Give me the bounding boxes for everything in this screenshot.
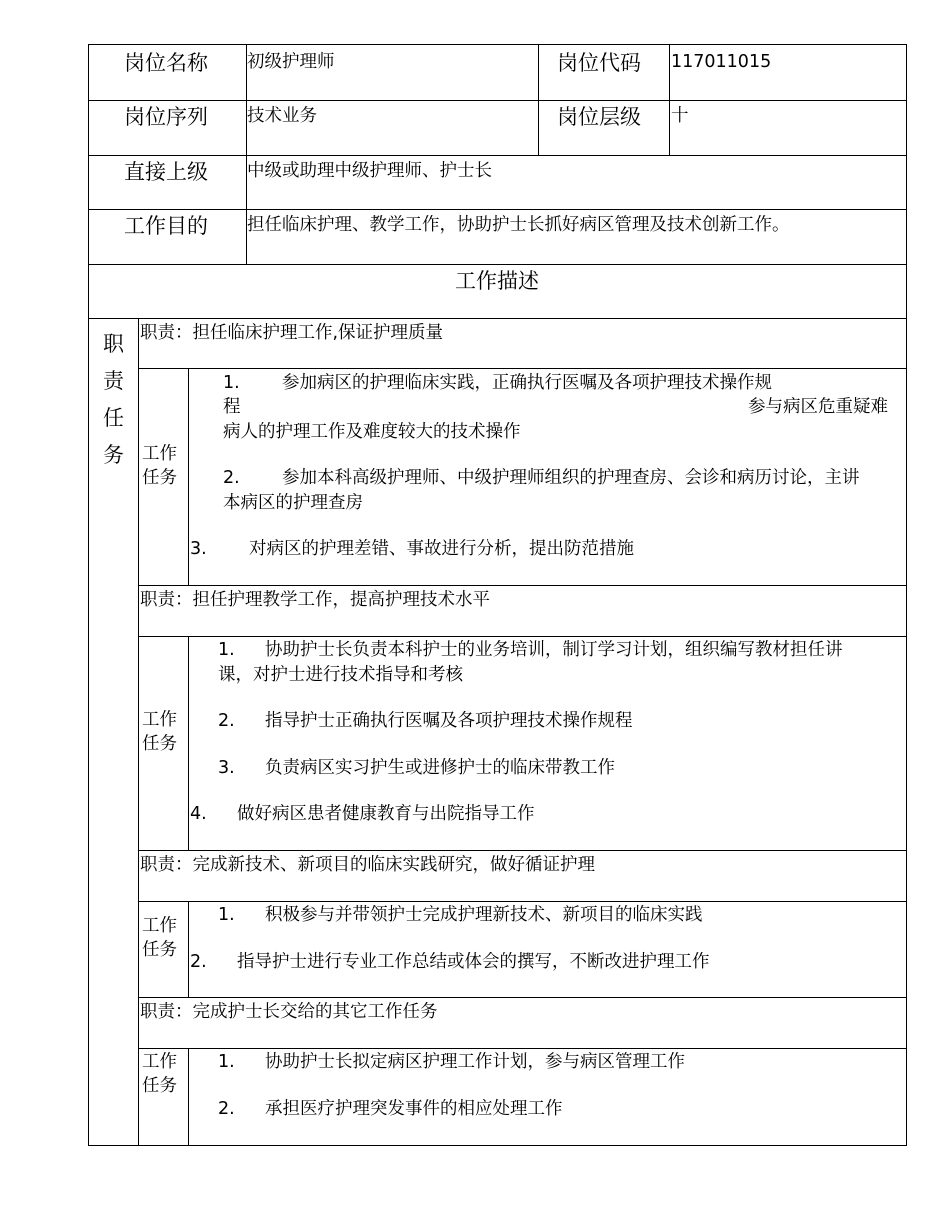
column-divider <box>188 1048 189 1146</box>
row-divider <box>138 1048 907 1049</box>
task-number: 1. <box>223 373 240 393</box>
row-divider <box>88 155 907 156</box>
superior-label: 直接上级 <box>124 160 208 184</box>
task-label: 任务 <box>142 940 177 960</box>
row-divider <box>88 209 907 210</box>
post-sequence-value: 技术业务 <box>247 106 317 126</box>
task-number: 2. <box>218 1099 235 1119</box>
duty-side-label-char: 责 <box>103 369 124 393</box>
task-text: 病人的护理工作及难度较大的技术操作 <box>223 422 521 442</box>
task-text: 做好病区患者健康教育与出院指导工作 <box>237 804 535 824</box>
task-text: 协助护士长拟定病区护理工作计划，参与病区管理工作 <box>265 1052 685 1072</box>
duty-title: 职责：完成新技术、新项目的临床实践研究，做好循证护理 <box>140 855 595 875</box>
task-text: 指导护士进行专业工作总结或体会的撰写，不断改进护理工作 <box>237 952 710 972</box>
task-text: 课，对护士进行技术指导和考核 <box>218 665 463 685</box>
task-text: 程 <box>223 397 241 417</box>
task-text: 对病区的护理差错、事故进行分析，提出防范措施 <box>249 539 634 559</box>
goal-value: 担任临床护理、教学工作，协助护士长抓好病区管理及技术创新工作。 <box>247 215 790 235</box>
task-label: 工作 <box>142 916 177 936</box>
task-label: 工作 <box>142 710 177 730</box>
section-title: 工作描述 <box>455 269 539 293</box>
row-divider <box>138 901 907 902</box>
task-number: 2. <box>218 711 235 731</box>
task-text: 参加本科高级护理师、中级护理师组织的护理查房、会诊和病历讨论，主讲 <box>282 468 860 488</box>
duty-side-label-char: 任 <box>103 406 124 430</box>
goal-label: 工作目的 <box>124 214 208 238</box>
duty-title: 职责：担任临床护理工作,保证护理质量 <box>140 323 444 343</box>
column-divider <box>188 901 189 997</box>
task-number: 1. <box>218 640 235 660</box>
post-code-value: 117011015 <box>671 52 772 72</box>
task-text: 本病区的护理查房 <box>223 493 363 513</box>
post-code-label: 岗位代码 <box>557 51 641 75</box>
task-number: 3. <box>190 539 207 559</box>
task-text: 参与病区危重疑难 <box>748 397 888 417</box>
post-level-value: 十 <box>671 106 689 126</box>
duty-side-label-char: 务 <box>103 443 124 467</box>
row-divider <box>138 368 907 369</box>
task-label: 工作 <box>142 444 177 464</box>
task-label: 工作 <box>142 1052 177 1072</box>
row-divider <box>88 264 907 265</box>
task-number: 4. <box>190 804 207 824</box>
task-text: 协助护士长负责本科护士的业务培训，制订学习计划，组织编写教材担任讲 <box>265 640 843 660</box>
post-name-label: 岗位名称 <box>124 51 208 75</box>
row-divider <box>138 997 907 998</box>
task-text: 指导护士正确执行医嘱及各项护理技术操作规程 <box>265 711 633 731</box>
column-divider <box>538 44 539 155</box>
row-divider <box>138 585 907 586</box>
task-number: 1. <box>218 905 235 925</box>
row-divider <box>88 318 907 319</box>
row-divider <box>138 636 907 637</box>
task-text: 承担医疗护理突发事件的相应处理工作 <box>265 1099 563 1119</box>
superior-value: 中级或助理中级护理师、护士长 <box>247 161 492 181</box>
task-label: 任务 <box>142 734 177 754</box>
duty-title: 职责：担任护理教学工作，提高护理技术水平 <box>140 590 490 610</box>
row-divider <box>88 100 907 101</box>
duty-title: 职责：完成护士长交给的其它工作任务 <box>140 1002 438 1022</box>
task-label: 任务 <box>142 468 177 488</box>
task-number: 3. <box>218 758 235 778</box>
post-name-value: 初级护理师 <box>247 52 335 72</box>
duty-side-label-char: 职 <box>103 332 124 356</box>
task-text: 参加病区的护理临床实践，正确执行医嘱及各项护理技术操作规 <box>282 373 772 393</box>
task-text: 负责病区实习护生或进修护士的临床带教工作 <box>265 758 615 778</box>
task-number: 2. <box>223 468 240 488</box>
task-text: 积极参与并带领护士完成护理新技术、新项目的临床实践 <box>265 905 703 925</box>
task-label: 任务 <box>142 1076 177 1096</box>
task-number: 1. <box>218 1052 235 1072</box>
post-level-label: 岗位层级 <box>557 105 641 129</box>
row-divider <box>138 850 907 851</box>
post-sequence-label: 岗位序列 <box>124 105 208 129</box>
task-number: 2. <box>190 952 207 972</box>
